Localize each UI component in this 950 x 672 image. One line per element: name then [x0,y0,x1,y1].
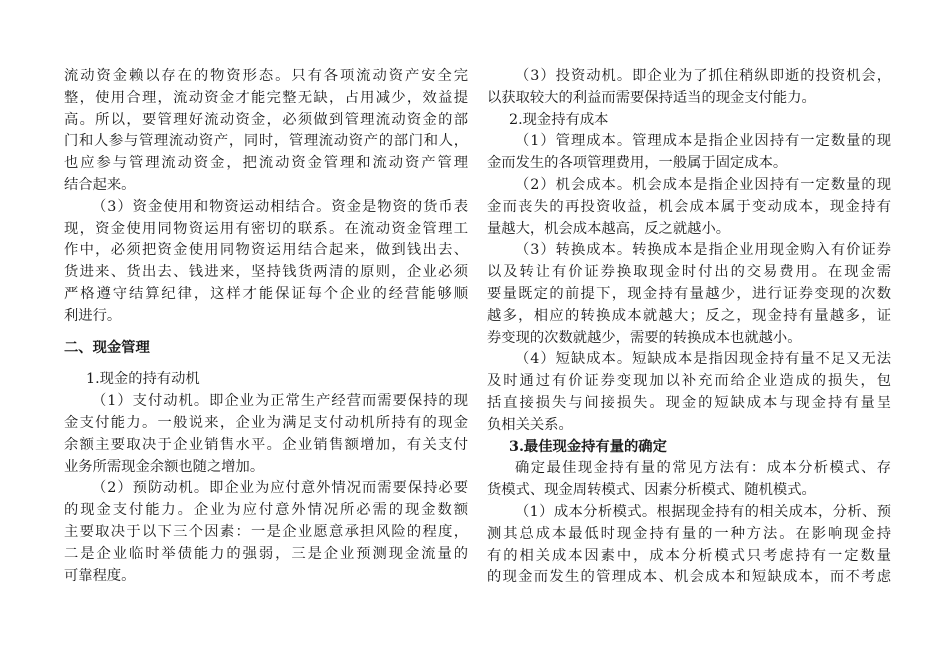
subheading-cash-motives: 1.现金的持有动机 [86,371,200,388]
text-line: 金而发生的各项管理费用，一般属于固定成本。 [487,155,788,172]
text-line: 也应参与管理流动资金，把流动资金管理和流动资产管理 [64,155,468,172]
paragraph-precaution-motive [64,478,468,587]
text-line: （3）资金使用和物资运动相结合。资金是物资的货币表 [92,198,468,215]
text-line: 有的相关成本因素中，成本分析模式只考虑持有一定数量 [487,547,891,564]
paragraph-shortage-cost [487,349,891,436]
text-line: （2）预防动机。即企业为应付意外情况而需要保持必要 [92,480,468,497]
paragraph-payment-motive [64,391,468,478]
text-line: 作中，必须把资金使用同物资运用结合起来，做到钱出去、 [64,242,468,259]
text-line: 严格遵守结算纪律，这样才能保证每个企业的经营能够顺 [64,285,468,302]
text-line: 测其总成本最低时现金持有量的一种方法。在影响现金持 [487,525,891,542]
paragraph-investment-motive [487,66,891,110]
text-line: 货进来、货出去、钱进来，坚持钱货两清的原则，企业必须 [64,264,468,281]
text-line: 以获取较大的利益而需要保持适当的现金支付能力。 [487,89,816,106]
text-line: 余额主要取决于企业销售水平。企业销售额增加，有关支付 [64,436,468,453]
text-line: 货模式、现金周转模式、因素分析模式、随机模式。 [487,482,816,499]
text-line: 主要取决于以下三个因素：一是企业愿意承担风险的程度， [64,523,468,540]
text-line: 确定最佳现金持有量的常见方法有：成本分析模式、存 [515,460,891,477]
text-line: 门和人参与管理流动资产，同时，管理流动资产的部门和人， [64,133,468,150]
text-line: 负相关关系。 [487,416,573,433]
text-line: （1）管理成本。管理成本是指企业因持有一定数量的现 [515,133,891,150]
paragraph-current-assets [64,66,468,197]
text-line: （3）投资动机。即企业为了抓住稍纵即逝的投资机会， [515,68,891,84]
right-column [487,66,891,589]
section-heading: 二、现金管理 [64,339,150,356]
subheading-holding-cost: 2.现金持有成本 [509,111,609,128]
text-line: 可靠程度。 [64,567,136,584]
text-line: 流动资金赖以存在的物资形态。只有各项流动资产安全完 [64,68,468,84]
text-line: 量越大，机会成本越高，反之就越小。 [487,220,731,237]
text-line: 要量既定的前提下，现金持有量越少，进行证券变现的次数 [487,285,891,302]
text-line: 的现金而发生的管理成本、机会成本和短缺成本，而不考虑 [487,569,891,586]
paragraph-fund-material [64,197,468,328]
text-line: 金而丧失的再投资收益，机会成本属于变动成本，现金持有 [487,198,891,215]
text-line: 以及转让有价证券换取现金时付出的交易费用。在现金需 [487,264,891,281]
text-line: 及时通过有价证券变现加以补充而给企业造成的损失，包 [487,373,891,390]
text-line: 结合起来。 [64,176,136,193]
text-line: 现，资金使用同物资运用有密切的联系。在流动资金管理工 [64,220,468,237]
text-line: （1）成本分析模式。根据现金持有的相关成本，分析、预 [515,503,891,520]
paragraph-opportunity-cost [487,175,891,240]
text-line: 业务所需现金余额也随之增加。 [64,458,265,475]
paragraph-management-cost [487,131,891,175]
text-line: 二是企业临时举债能力的强弱，三是企业预测现金流量的 [64,545,468,562]
text-line: 高。所以，要管理好流动资金，必须做到管理流动资金的部 [64,111,468,128]
paragraph-methods [487,458,891,502]
text-line: 越多，相应的转换成本就越大；反之，现金持有量越多，证 [487,307,891,324]
paragraph-conversion-cost [487,240,891,349]
text-line: 券变现的次数就越少，需要的转换成本也就越小。 [487,329,802,346]
text-line: 利进行。 [64,307,122,324]
text-line: 括直接损失与间接损失。现金的短缺成本与现金持有量呈 [487,394,891,411]
left-column [64,66,468,587]
text-line: 整，使用合理，流动资金才能完整无缺，占用减少，效益提 [64,89,468,106]
text-line: （4）短缺成本。短缺成本是指因现金持有量不足又无法 [515,351,891,368]
text-line: （3）转换成本。转换成本是指企业用现金购入有价证券 [515,242,891,259]
text-line: （2）机会成本。机会成本是指企业因持有一定数量的现 [515,176,891,193]
text-line: （1）支付动机。即企业为正常生产经营而需要保持的现 [92,393,468,410]
text-line: 金支付能力。一般说来，企业为满足支付动机所持有的现金 [64,414,468,431]
subheading-optimal-cash: 3.最佳现金持有量的确定 [509,438,667,455]
paragraph-cost-analysis-model [487,502,891,589]
text-line: 的现金支付能力。企业为应付意外情况所必需的现金数额 [64,502,468,519]
